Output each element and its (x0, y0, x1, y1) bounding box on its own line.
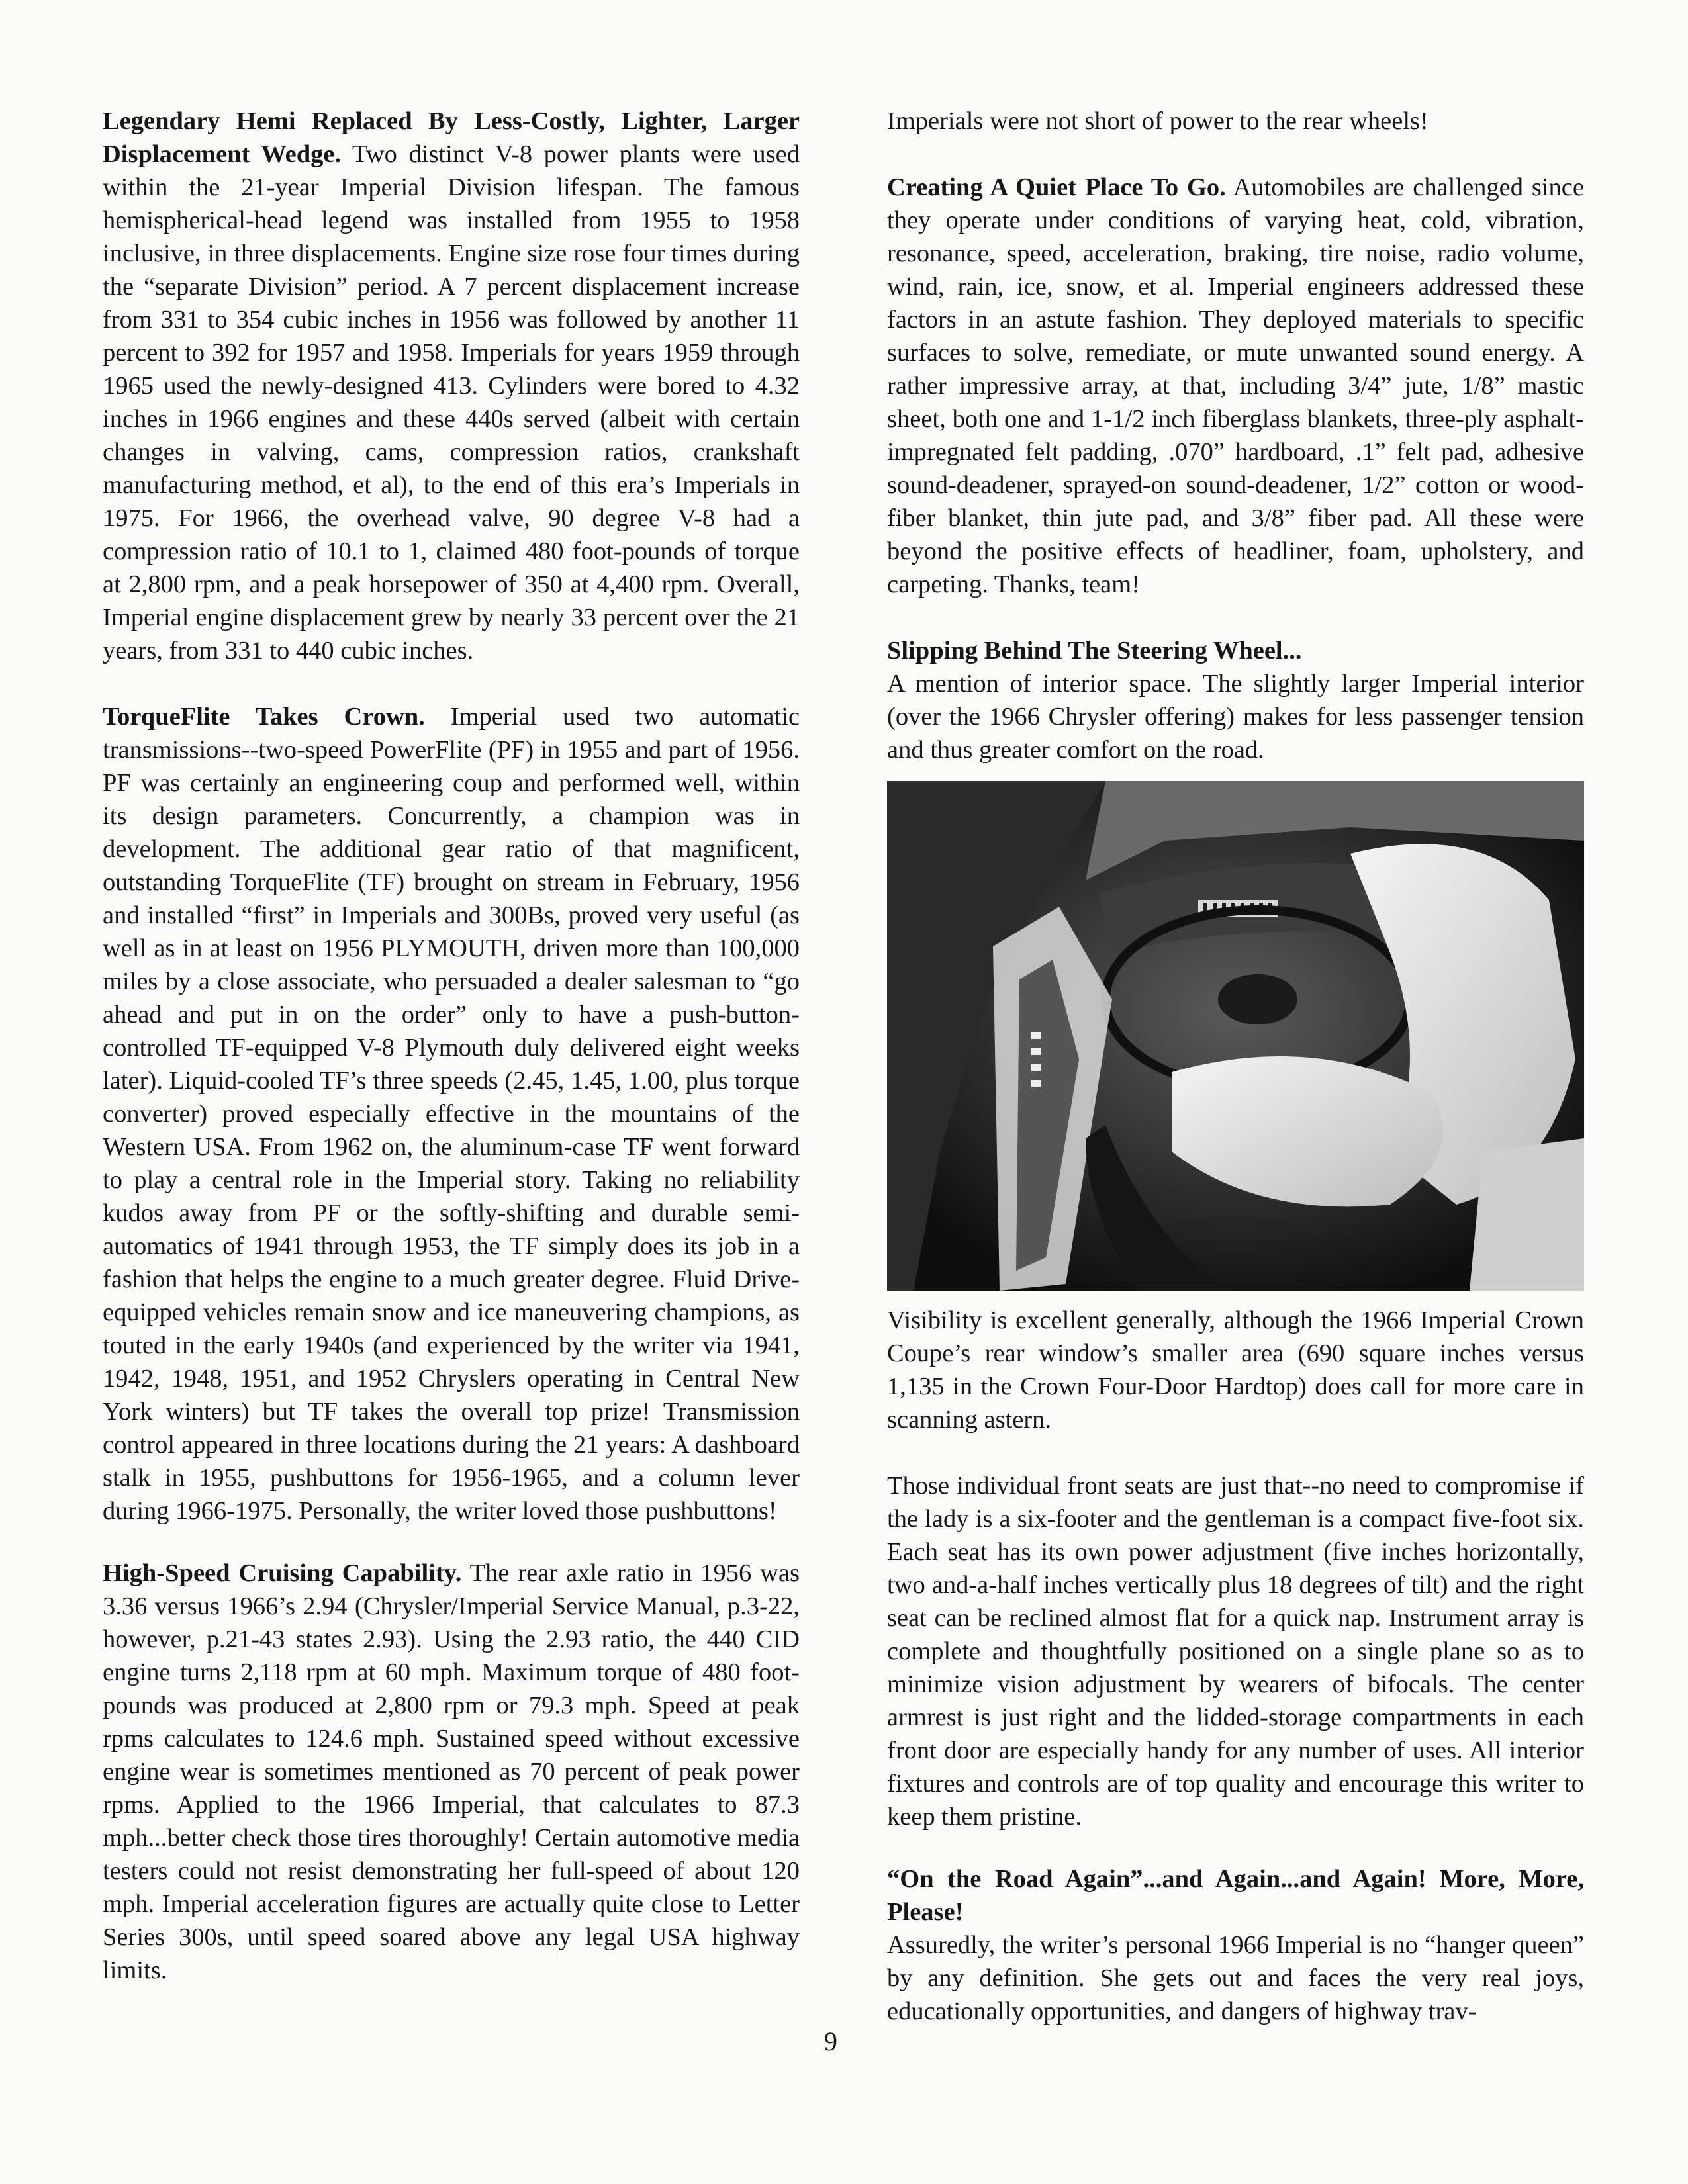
text-road: Assuredly, the writer’s personal 1966 Imperial is no “hanger queen” by any definition. She gets out and faces the very real joys, educationally opportunities, and dangers of highway trav- (887, 1931, 1584, 2025)
paragraph-quiet (887, 171, 1584, 601)
heading-road (887, 1862, 1584, 1929)
intro-line: Imperials were not short of power to the rear wheels! (887, 107, 1429, 135)
text-steering: A mention of interior space. The slightly larger Imperial interior (over the 1966 Chrysler offering) makes for less passenger tension and thus greater comfort on the road. (887, 670, 1584, 764)
text-torqueflite: Imperial used two automatic transmissions--two-speed PowerFlite (PF) in 1955 and part of 1956. PF was certainly an engineering coup and performed well, within its design parameters. Concurrently, a champion was in development. The additional gear ratio of that magnificent, outstanding TorqueFlite (TF) brought on stream in February, 1956 and installed “first” in Imperials and 300Bs, proved very useful (as well as in at least on 1956 PLYMOUTH, driven more than 100,000 miles by a close associate, who persuaded a dealer salesman to “go ahead and put in on the order” only to have a push-button-controlled TF-equipped V-8 Plymouth duly delivered eight weeks later). Liquid-cooled TF’s three speeds (2.45, 1.45, 1.00, plus torque converter) proved especially effective in the mountains of the Western USA. From 1962 on, the aluminum-case TF went forward to play a central role in the Imperial story. Taking no reliability kudos away from PF or the softly-shifting and durable semi-automatics of 1941 through 1953, the TF simply does its job in a fashion that helps the engine to a much greater degree. Fluid Drive-equipped vehicles remain snow and ice maneuvering champions, as touted in the early 1940s (and experienced by the writer via 1941, 1942, 1948, 1951, and 1952 Chryslers operating in Central New York winters) but TF takes the overall top prize! Transmission control appeared in three locations during the 21 years: A dashboard stalk in 1955, pushbuttons for 1956-1965, and a column lever during 1966-1975. Personally, the writer loved those pushbuttons! (103, 703, 800, 1525)
heading-steering-text: Slipping Behind The Steering Wheel... (887, 637, 1302, 664)
heading-quiet: Creating A Quiet Place To Go. (887, 173, 1226, 201)
heading-hemi: Legendary Hemi Replaced By Less-Costly, Lighter, Larger Displacement Wedge. (103, 107, 800, 168)
left-column (103, 105, 800, 1987)
right-column (887, 105, 1584, 2028)
page-number: 9 (824, 2026, 837, 2056)
paragraph-torqueflite (103, 700, 800, 1527)
text-cruising: The rear axle ratio in 1956 was 3.36 versus 1966’s 2.94 (Chrysler/Imperial Service Manual, p.3-22, however, p.21-43 states 2.93). Using the 2.93 ratio, the 440 CID engine turns 2,118 rpm at 60 mph. Maximum torque of 480 foot-pounds was produced at 2,800 rpm or 79.3 mph. Speed at peak rpms calculates to 124.6 mph. Sustained speed without excessive engine wear is sometimes mentioned as 70 percent of peak power rpms. Applied to the 1966 Imperial, that calculates to 87.3 mph...better check those tires thoroughly! Certain automotive media testers could not resist demonstrating her full-speed of about 120 mph. Imperial acceleration figures are actually quite close to Letter Series 300s, until speed soared above any legal USA highway limits. (103, 1559, 800, 1984)
text-hemi: Two distinct V-8 power plants were used within the 21-year Imperial Division lifespan. The famous hemispherical-head legend was installed from 1955 to 1958 inclusive, in three displacements. Engine size rose four times during the “separate Division” period. A 7 percent displacement increase from 331 to 354 cubic inches in 1956 was followed by another 11 percent to 392 for 1957 and 1958. Imperials for years 1959 through 1965 used the newly-designed 413. Cylinders were bored to 4.32 inches in 1966 engines and these 440s served (albeit with certain changes in valving, cams, compression ratios, crankshaft manufacturing method, et al), to the end of this era’s Imperials in 1975. For 1966, the overhead valve, 90 degree V-8 had a compression ratio of 10.1 to 1, claimed 480 foot-pounds of torque at 2,800 rpm, and a peak horsepower of 350 at 4,400 rpm. Overall, Imperial engine displacement grew by nearly 33 percent over the 21 years, from 331 to 440 cubic inches. (103, 140, 800, 664)
paragraph-hemi (103, 105, 800, 667)
heading-torqueflite: TorqueFlite Takes Crown. (103, 703, 425, 731)
heading-cruising: High-Speed Cruising Capability. (103, 1559, 462, 1587)
photo-caption: Visibility is excellent generally, although the 1966 Imperial Crown Coupe’s rear window’s smaller area (690 square inches versus 1,135 in the Crown Four-Door Hardtop) does call for more care in scanning astern. (887, 1306, 1584, 1433)
interior-photo (887, 781, 1584, 1291)
heading-road-text: “On the Road Again”...and Again...and Again! More, More, Please! (887, 1865, 1584, 1926)
paragraph-cruising (103, 1557, 800, 1987)
text-quiet: Automobiles are challenged since they operate under conditions of varying heat, cold, vibration, resonance, speed, acceleration, braking, tire noise, radio volume, wind, rain, ice, snow, et al. Imperial engineers addressed these factors in an astute fashion. They deployed materials to specific surfaces to solve, remediate, or mute unwanted sound energy. A rather impressive array, at that, including 3/4” jute, 1/8” mastic sheet, both one and 1-1/2 inch fiberglass blankets, three-ply asphalt-impregnated felt padding, .070” hardboard, .1” felt pad, adhesive sound-deadener, sprayed-on sound-deadener, 1/2” cotton or wood-fiber blanket, thin jute pad, and 3/8” fiber pad. All these were beyond the positive effects of headliner, foam, upholstery, and carpeting. Thanks, team! (887, 173, 1584, 598)
heading-steering (887, 634, 1584, 667)
paragraph-seats: Those individual front seats are just that--no need to compromise if the lady is a six-footer and the gentleman is a compact five-foot six. Each seat has its own power adjustment (five inches horizontally, two and-a-half inches vertically plus 18 degrees of tilt) and the right seat can be reclined almost flat for a quick nap. Instrument array is complete and thoughtfully positioned on a single plane so as to minimize vision adjustment by wearers of bifocals. The center armrest is just right and the lidded-storage compartments in each front door are especially handy for any number of uses. All interior fixtures and controls are of top quality and encourage this writer to keep them pristine. (887, 1472, 1584, 1831)
